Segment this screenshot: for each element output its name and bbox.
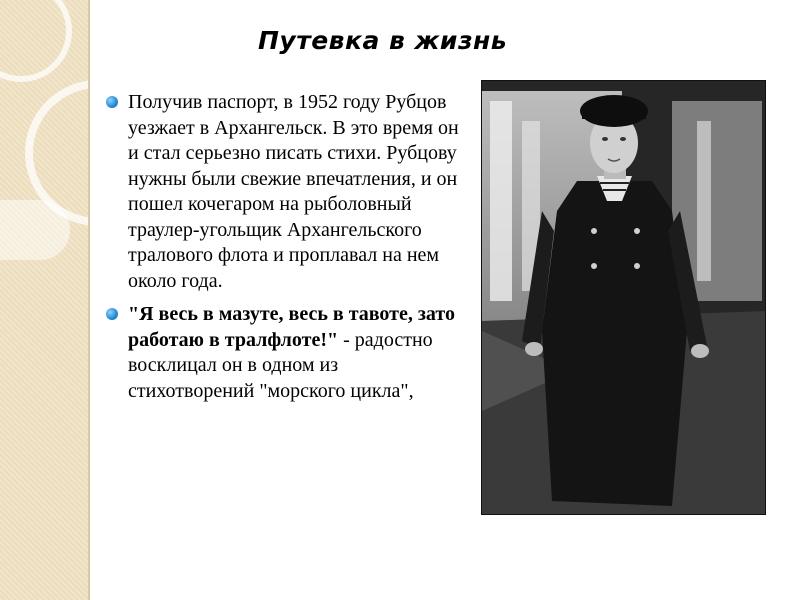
bullet-item [104,90,464,294]
bullet-text: - радостно восклицал он в одном из стихотворений "морского цикла", [128,328,433,402]
decorative-shape [0,200,70,260]
bullet-marker-icon [106,308,118,320]
bullet-item [104,302,464,404]
decorative-ring [0,0,72,82]
decorative-side-band [0,0,90,600]
bullet-quote: "Я весь в мазуте, весь в тавоте, зато работаю в тралфлоте!" [128,303,455,351]
slide-title: Путевка в жизнь [258,26,508,55]
portrait-illustration [482,81,765,514]
bullet-text: Получив паспорт, в 1952 году Рубцов уезжает в Архангельск. В это время он и стал серьезно писать стихи. Рубцову нужны были свежие впечатления, и он пошел кочегаром на рыболовный траулер-угольщик Архангельского тралового флота и проплавал на нем около года. [128,91,459,292]
bullet-list [104,90,464,404]
portrait-photo [481,80,766,515]
bullet-marker-icon [106,96,118,108]
